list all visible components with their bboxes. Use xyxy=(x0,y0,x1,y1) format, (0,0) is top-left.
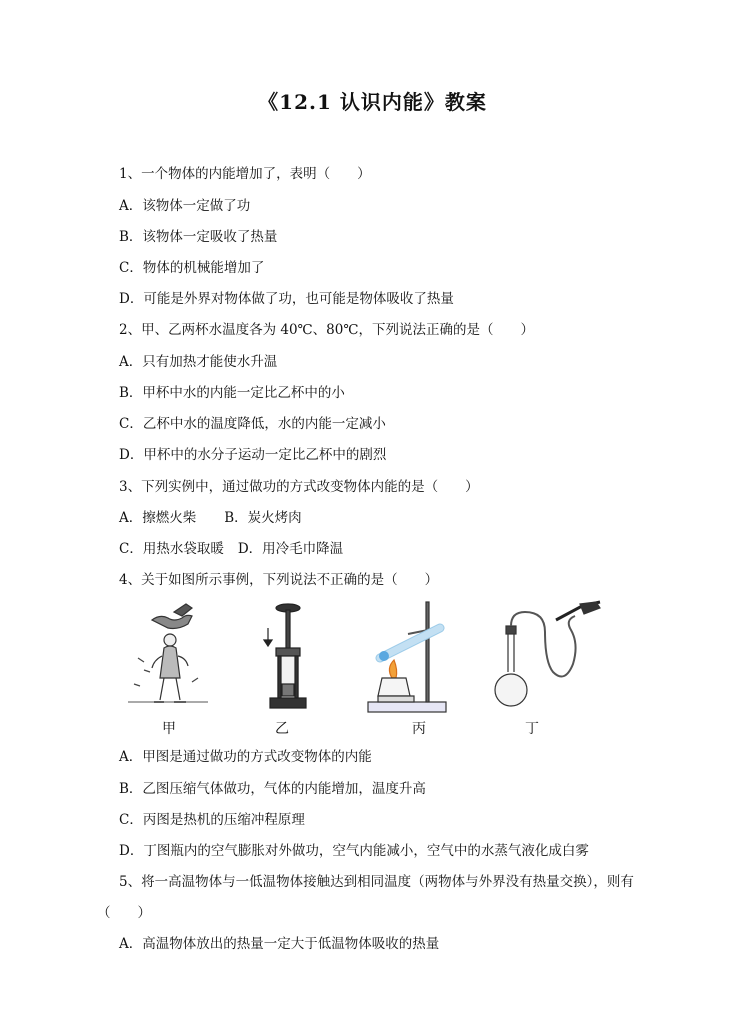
question-4-option-c: C．丙图是热机的压缩冲程原理 xyxy=(119,812,305,828)
question-5-stem-continued: （ ） xyxy=(97,905,151,921)
question-2-option-a: A．只有加热才能使水升温 xyxy=(119,354,278,370)
question-4-option-b: B．乙图压缩气体做功，气体的内能增加，温度升高 xyxy=(119,781,426,797)
question-1-stem: 1、一个物体的内能增加了，表明（ ） xyxy=(119,166,371,182)
question-3-option-a: A．擦燃火柴 xyxy=(119,510,197,526)
question-4-stem: 4、关于如图所示事例，下列说法不正确的是（ ） xyxy=(119,572,439,588)
figure-bing-heated-test-tube xyxy=(362,598,472,718)
question-3-option-c: C．用热水袋取暖 xyxy=(119,541,224,557)
figure-label-ding: 丁 xyxy=(525,721,539,737)
question-2-option-b: B．甲杯中水的内能一定比乙杯中的小 xyxy=(119,385,345,401)
question-3-stem: 3、下列实例中，通过做功的方式改变物体内能的是（ ） xyxy=(119,479,479,495)
question-2-option-c: C．乙杯中水的温度降低，水的内能一定减小 xyxy=(119,416,386,432)
question-1-option-b: B．该物体一定吸收了热量 xyxy=(119,229,278,245)
document-title: 《12.1 认识内能》教案 xyxy=(258,90,487,114)
figure-label-jia: 甲 xyxy=(162,721,176,737)
figure-label-yi: 乙 xyxy=(275,721,289,737)
question-1-option-d: D．可能是外界对物体做了功，也可能是物体吸收了热量 xyxy=(119,291,454,307)
question-3-option-d: D．用冷毛巾降温 xyxy=(237,541,344,557)
figure-label-bing: 丙 xyxy=(412,721,426,737)
question-1-option-c: C．物体的机械能增加了 xyxy=(119,260,265,276)
figure-ding-flask-pump xyxy=(494,598,604,718)
question-2-stem: 2、甲、乙两杯水温度各为 40℃、80℃，下列说法正确的是（ ） xyxy=(119,322,534,338)
question-4-option-d: D．丁图瓶内的空气膨胀对外做功，空气内能减小，空气中的水蒸气液化成白雾 xyxy=(119,843,589,859)
figure-jia-person-rubbing-hands xyxy=(124,598,214,718)
question-2-option-d: D．甲杯中的水分子运动一定比乙杯中的剧烈 xyxy=(119,447,387,463)
question-5-option-a: A．高温物体放出的热量一定大于低温物体吸收的热量 xyxy=(119,936,440,952)
question-3-options-row-1 xyxy=(119,508,302,528)
question-5-stem: 5、将一高温物体与一低温物体接触达到相同温度（两物体与外界没有热量交换），则有 xyxy=(119,874,634,890)
question-3-option-b: B．炭火烤肉 xyxy=(224,510,302,526)
question-1-option-a: A．该物体一定做了功 xyxy=(119,198,251,214)
question-4-option-a: A．甲图是通过做功的方式改变物体的内能 xyxy=(119,749,372,765)
question-3-options-row-2 xyxy=(119,539,343,559)
figure-yi-compression-cylinder xyxy=(254,598,314,718)
